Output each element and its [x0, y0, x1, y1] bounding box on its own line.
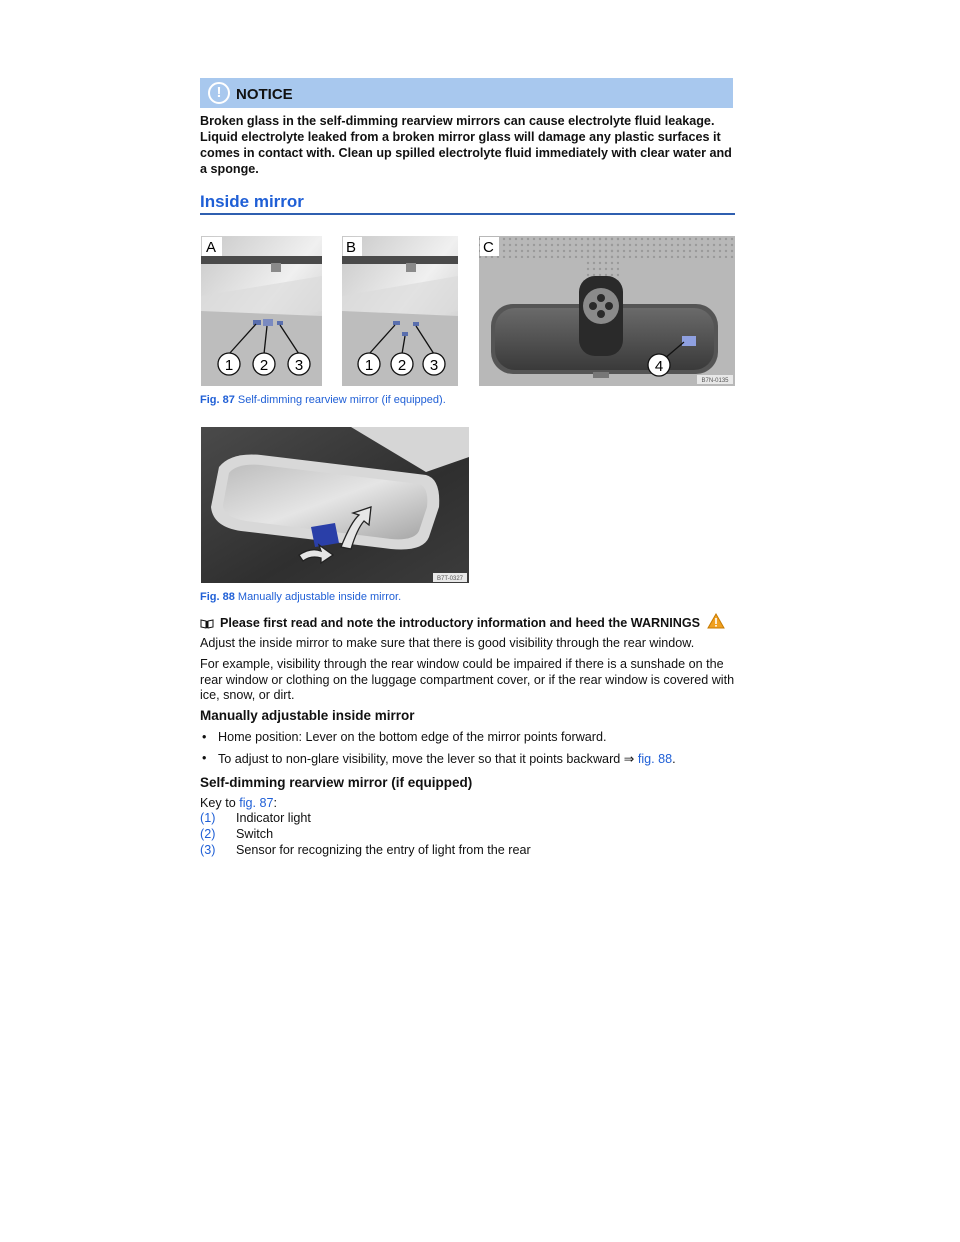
svg-text:A: A: [206, 239, 217, 256]
book-icon: [200, 618, 214, 628]
intro-paragraph-1: Adjust the inside mirror to make sure that there is good visibility through the rear window.: [200, 636, 695, 650]
key-line: Key to fig. 87:: [200, 796, 278, 810]
panel-label-b: [343, 237, 362, 256]
notice-header: [200, 78, 733, 108]
svg-text:B: B: [346, 239, 357, 256]
callout-3-a: [288, 353, 310, 375]
exclamation-icon: !: [208, 82, 230, 104]
callout-1-b: [358, 353, 380, 375]
panel-label-a: [202, 237, 222, 256]
warning-triangle-icon: [707, 613, 725, 632]
section-divider: [200, 213, 735, 215]
svg-text:1: 1: [364, 357, 374, 374]
section-title: Inside mirror: [200, 192, 304, 211]
svg-text:4: 4: [654, 358, 664, 375]
manual-heading: Manually adjustable inside mirror: [200, 708, 415, 723]
bullet-dot-icon: •: [202, 751, 207, 765]
selfdim-heading: Self-dimming rearview mirror (if equipped): [200, 775, 473, 790]
svg-text:2: 2: [259, 357, 269, 374]
figure-88-caption-text: Manually adjustable inside mirror.: [237, 591, 402, 603]
callout-3-b: [423, 353, 445, 375]
callout-1-a: [218, 353, 240, 375]
svg-text:B7T-0327: B7T-0327: [436, 576, 464, 582]
panel-label-c: [480, 237, 499, 256]
figure-87: [201, 236, 735, 386]
svg-text:1: 1: [224, 357, 234, 374]
svg-text:3: 3: [429, 357, 439, 374]
fig-87-link[interactable]: fig. 87: [239, 796, 274, 810]
svg-text:B7N-0135: B7N-0135: [701, 378, 729, 384]
notice-title: NOTICE: [236, 86, 293, 103]
svg-text:3: 3: [294, 357, 304, 374]
figure-88-code: [433, 573, 467, 582]
figure-87-number: Fig. 87: [200, 394, 235, 406]
callout-4-c: [648, 354, 670, 376]
arrow-right-icon: ⇒: [623, 752, 635, 766]
figure-88-illustration: [201, 427, 469, 583]
svg-text:2: 2: [397, 357, 407, 374]
fig-88-link[interactable]: fig. 88: [637, 752, 673, 766]
intro-paragraph-2: For example, visibility through the rear window could be impaired if there is a sunshade on the rear window or clothing on the luggage compartment cover, or if the rear window is covered with ice, snow, or dirt.: [200, 657, 735, 702]
notice-text: Broken glass in the self-dimming rearview mirrors can cause electrolyte fluid leakage. Liquid electrolyte leaked from a broken mirror glass will damage any plastic surfaces it comes in contact with. Clean up spilled electrolyte fluid immediately with clear water and a sponge.: [200, 114, 732, 176]
intro-warning-line: [200, 613, 725, 632]
svg-text:C: C: [483, 239, 494, 256]
figure-87-illustration: [201, 236, 735, 386]
figure-88-number: Fig. 88: [200, 591, 235, 603]
figure-88: [201, 427, 469, 583]
figure-87-code: [697, 375, 733, 384]
bullet-dot-icon: •: [202, 730, 207, 744]
figure-87-caption-text: Self-dimming rearview mirror (if equipped).: [237, 394, 446, 406]
figure-87-caption: [200, 394, 446, 406]
callout-2-b: [391, 353, 413, 375]
intro-warning-text: Please first read and note the introductory information and heed the WARNINGS: [220, 615, 701, 630]
callout-2-a: [253, 353, 275, 375]
figure-88-caption: [200, 591, 401, 603]
